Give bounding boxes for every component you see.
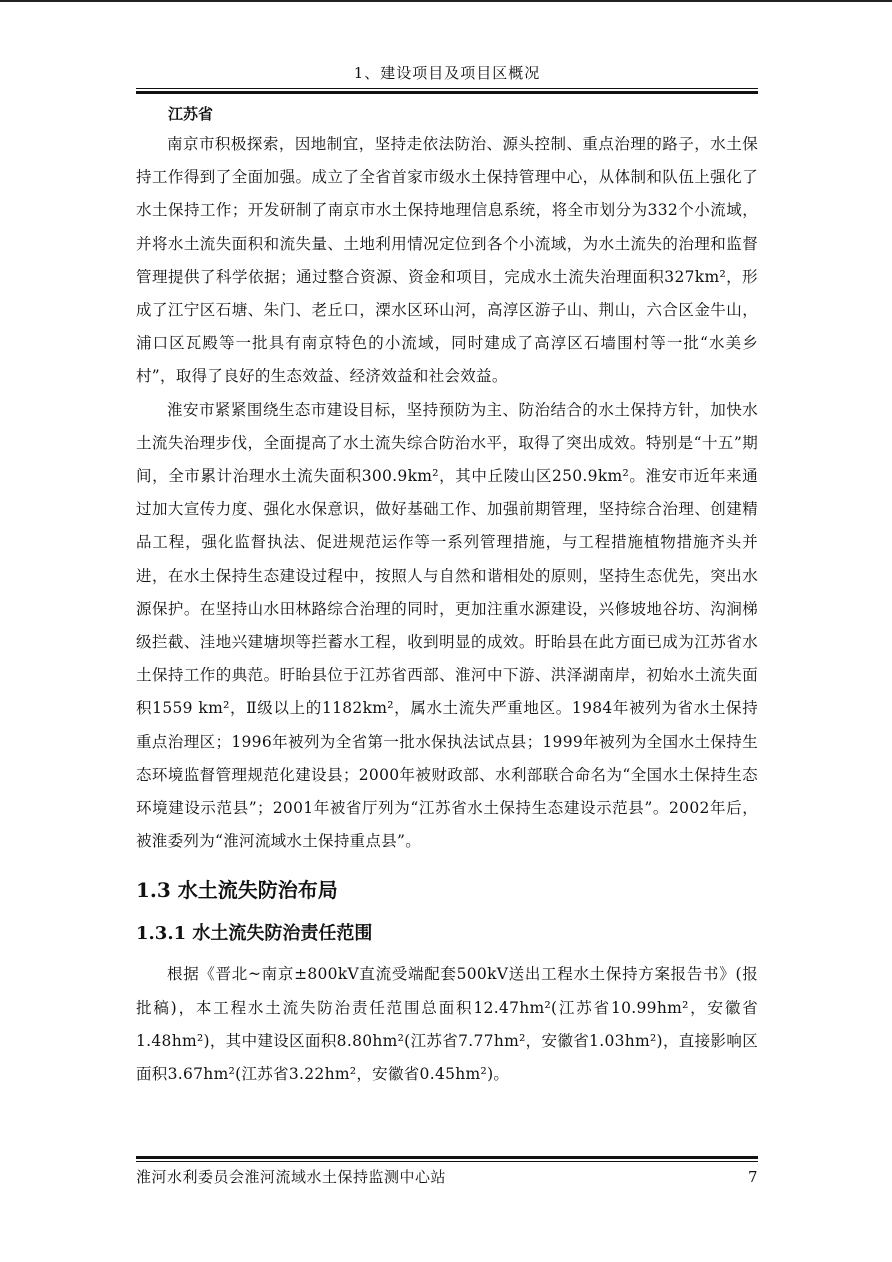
page-top-edge (0, 0, 892, 2)
running-footer (136, 1166, 758, 1188)
footer-rule-thick (136, 1156, 758, 1159)
paragraph-responsibility-scope: 根据《晋北~南京±800kV直流受端配套500kV送出工程水土保持方案报告书》(报批稿)，本工程水土流失防治责任范围总面积12.47hm²(江苏省10.99hm²，安徽省1.48hm²)，其中建设区面积8.80hm²(江苏省7.77hm²，安徽省1.03hm²)，直接影响区面积3.67hm²(江苏省3.22hm²，安徽省0.45hm²)。 (136, 965, 758, 1084)
section-heading: 1.3 水土流失防治布局 (136, 878, 338, 903)
running-header: 1、建设项目及项目区概况 (353, 64, 541, 82)
paragraph-nanjing: 南京市积极探索，因地制宜，坚持走依法防治、源头控制、重点治理的路子，水土保持工作得到了全面加强。成立了全省首家市级水土保持管理中心，从体制和队伍上强化了水土保持工作；开发研制了南京市水土保持地理信息系统，将全市划分为332个小流域，并将水土流失面积和流失量、土地利用情况定位到各个小流域，为水土流失的治理和监督管理提供了科学依据；通过整合资源、资金和项目，完成水土流失治理面积327km²，形成了江宁区石塘、朱门、老丘口，溧水区环山河，高淳区游子山、荆山，六合区金牛山，浦口区瓦殿等一批具有南京特色的小流域，同时建成了高淳区石墙围村等一批“水美乡村”，取得了良好的生态效益、经济效益和社会效益。 (136, 135, 758, 386)
footer-rule-thin (136, 1161, 758, 1162)
header-rule-thick (136, 91, 758, 94)
province-label: 江苏省 (168, 105, 214, 123)
header-rule-thin (136, 88, 758, 89)
footer-organization: 淮河水利委员会淮河流域水土保持监测中心站 (136, 1168, 447, 1186)
page-number: 7 (747, 1168, 758, 1186)
subsection-heading: 1.3.1 水土流失防治责任范围 (136, 923, 373, 945)
page-content (136, 100, 758, 1091)
paragraph-huaian: 淮安市紧紧围绕生态市建设目标，坚持预防为主、防治结合的水土保持方针，加快水土流失治理步伐，全面提高了水土流失综合防治水平，取得了突出成效。特别是“十五”期间，全市累计治理水土流失面积300.9km²，其中丘陵山区250.9km²。淮安市近年来通过加大宣传力度、强化水保意识，做好基础工作、加强前期管理，坚持综合治理、创建精品工程，强化监督执法、促进规范运作等一系列管理措施，与工程措施植物措施齐头并进，在水土保持生态建设过程中，按照人与自然和谐相处的原则，坚持生态优先，突出水源保护。在坚持山水田林路综合治理的同时，更加注重水源建设，兴修坡地谷坊、沟涧梯级拦截、洼地兴建塘坝等拦蓄水工程，收到明显的成效。盱眙县在此方面已成为江苏省水土保持工作的典范。盱眙县位于江苏省西部、淮河中下游、洪泽湖南岸，初始水土流失面积1559 km²，Ⅱ级以上的1182km²，属水土流失严重地区。1984年被列为省水土保持重点治理区；1996年被列为全省第一批水保执法试点县；1999年被列为全国水土保持生态环境监督管理规范化建设县；2000年被财政部、水利部联合命名为“全国水土保持生态环境建设示范县”；2001年被省厅列为“江苏省水土保持生态建设示范县”。2002年后，被淮委列为“淮河流域水土保持重点县”。 (136, 400, 758, 851)
